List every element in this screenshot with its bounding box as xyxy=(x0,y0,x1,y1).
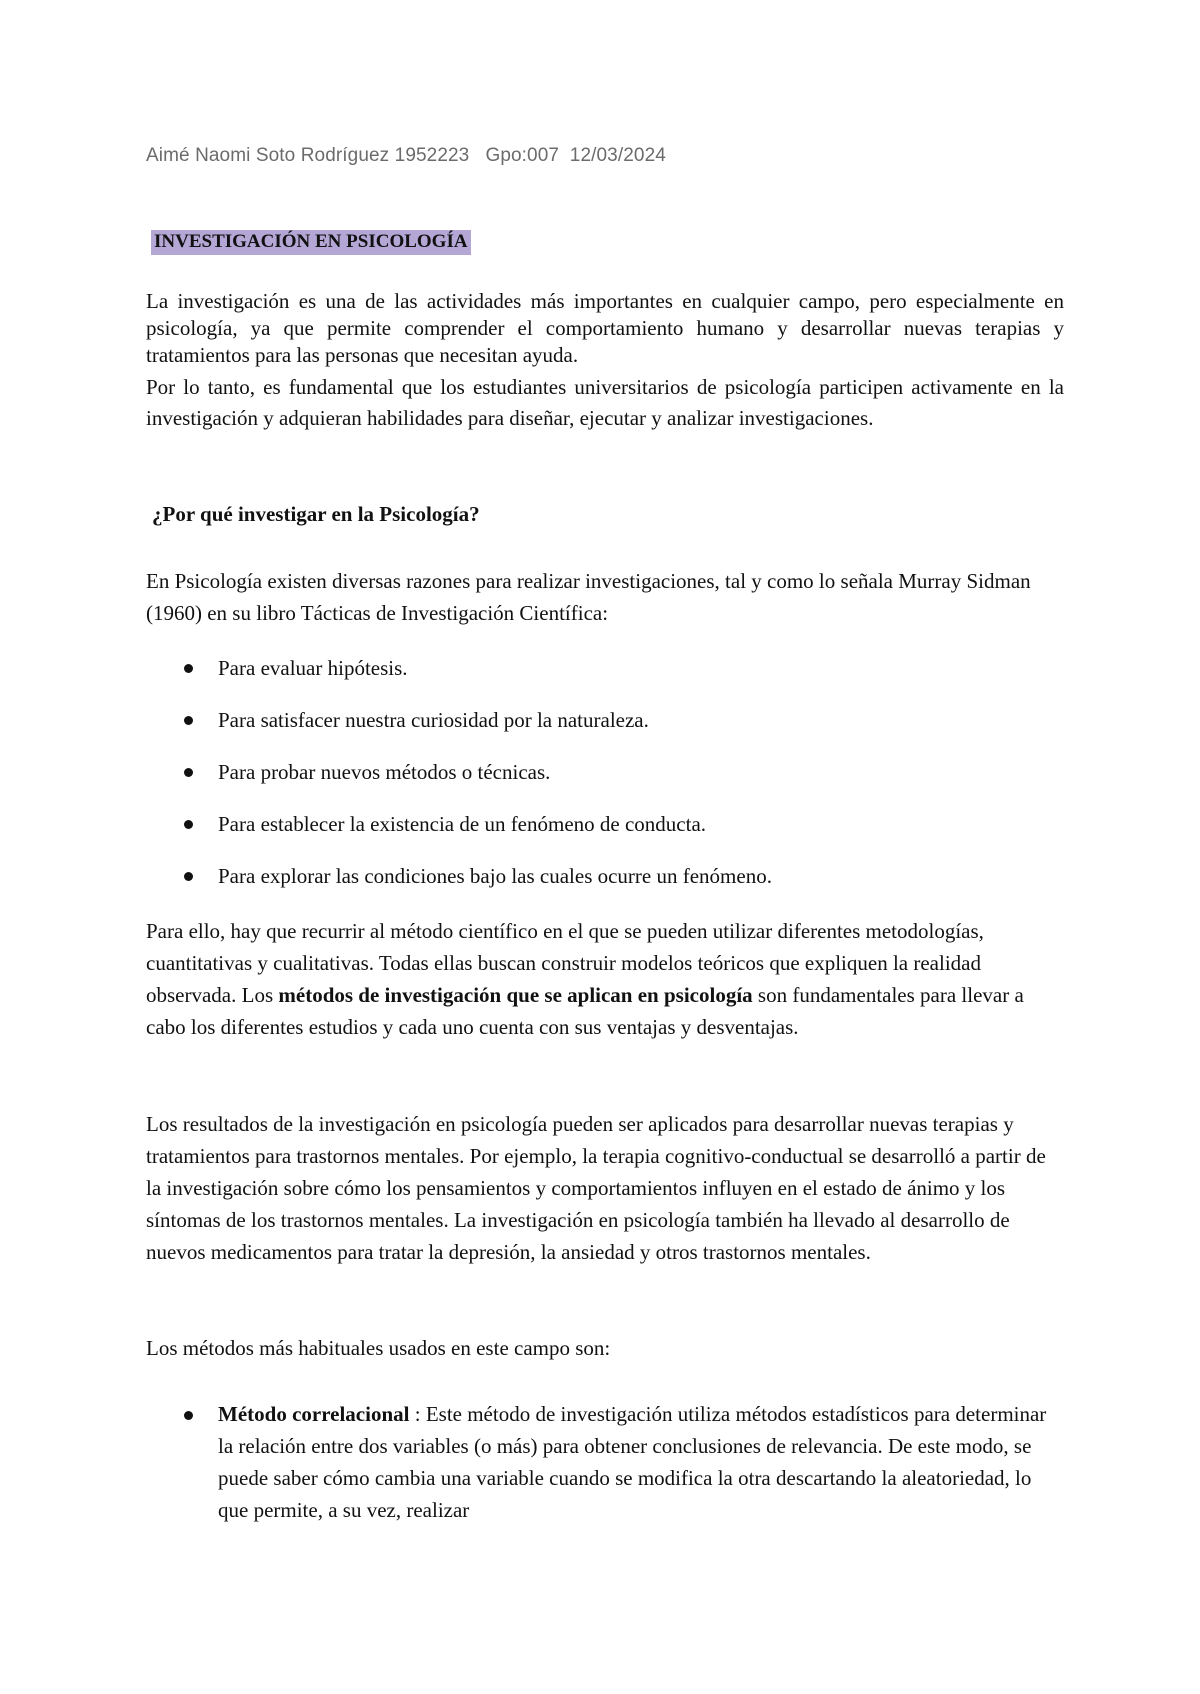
section-heading: ¿Por qué investigar en la Psicología? xyxy=(152,502,480,526)
bullet-icon xyxy=(184,820,193,829)
list-item xyxy=(146,862,1064,914)
bullet-icon xyxy=(184,664,193,673)
document-page xyxy=(146,0,1064,1694)
bullet-icon xyxy=(184,1411,193,1420)
list-item-text: Para explorar las condiciones bajo las cuales ocurre un fenómeno. xyxy=(218,864,772,888)
intro-paragraph-1: La investigación es una de las actividades más importantes en cualquier campo, pero especialmente en psicología, ya que permite comprender el comportamiento humano y desarrollar nuevas terapias y tratamientos para las personas que necesitan ayuda. xyxy=(146,289,1064,367)
list-item xyxy=(146,654,1064,706)
list-item-text: Para evaluar hipótesis. xyxy=(218,656,408,680)
list-item-text: Para establecer la existencia de un fenómeno de conducta. xyxy=(218,812,707,836)
bullet-icon xyxy=(184,768,193,777)
list-item-text: Para satisfacer nuestra curiosidad por la naturaleza. xyxy=(218,708,649,732)
methods-intro-paragraph: Los métodos más habituales usados en este campo son: xyxy=(146,1336,611,1360)
bullet-icon xyxy=(184,716,193,725)
list-item-text xyxy=(218,1398,1064,1526)
method-description: : Este método de investigación utiliza métodos estadísticos para determinar la relación entre dos variables (o más) para obtener conclusiones de relevancia. De este modo, se puede saber cómo cambia una variable cuando se modifica la otra descartando la aleatoriedad, lo que permite, a su vez, realizar xyxy=(218,1402,1047,1522)
list-item-text: Para probar nuevos métodos o técnicas. xyxy=(218,760,551,784)
method-paragraph xyxy=(146,915,1064,1043)
list-item xyxy=(146,1398,1064,1526)
method-paragraph-text-2: son fundamentales para llevar a cabo los diferentes estudios y cada uno cuenta con sus ventajas y desventajas. xyxy=(146,983,1024,1039)
list-item xyxy=(146,706,1064,758)
results-paragraph: Los resultados de la investigación en psicología pueden ser aplicados para desarrollar nuevas terapias y tratamientos para trastornos mentales. Por ejemplo, la terapia cognitivo-conductual se desarrolló a partir de la investigación sobre cómo los pensamientos y comportamientos influyen en el estado de ánimo y los síntomas de los trastornos mentales. La investigación en psicología también ha llevado al desarrollo de nuevos medicamentos para tratar la depresión, la ansiedad y otros trastornos mentales. xyxy=(146,1112,1046,1264)
methods-list xyxy=(146,1398,1064,1526)
intro-paragraph-2: Por lo tanto, es fundamental que los estudiantes universitarios de psicología participen activamente en la investigación y adquieran habilidades para diseñar, ejecutar y analizar investigaciones. xyxy=(146,375,1064,430)
list-item xyxy=(146,758,1064,810)
method-paragraph-bold: métodos de investigación que se aplican en psicología xyxy=(278,983,753,1007)
bullet-icon xyxy=(184,872,193,881)
author-line: Aimé Naomi Soto Rodríguez 1952223 Gpo:007 12/03/2024 xyxy=(146,145,666,166)
method-name: Método correlacional xyxy=(218,1402,410,1426)
reasons-list xyxy=(146,654,1064,914)
reasons-intro-paragraph: En Psicología existen diversas razones para realizar investigaciones, tal y como lo señala Murray Sidman (1960) en su libro Tácticas de Investigación Científica: xyxy=(146,569,1031,625)
list-item xyxy=(146,810,1064,862)
document-title: INVESTIGACIÓN EN PSICOLOGÍA xyxy=(151,230,471,255)
method-paragraph-text-1: Para ello, hay que recurrir al método científico en el que se pueden utilizar diferentes metodologías, cuantitativas y cualitativas. Todas ellas buscan construir modelos teóricos que expliquen la realidad observada. Los xyxy=(146,919,984,1007)
